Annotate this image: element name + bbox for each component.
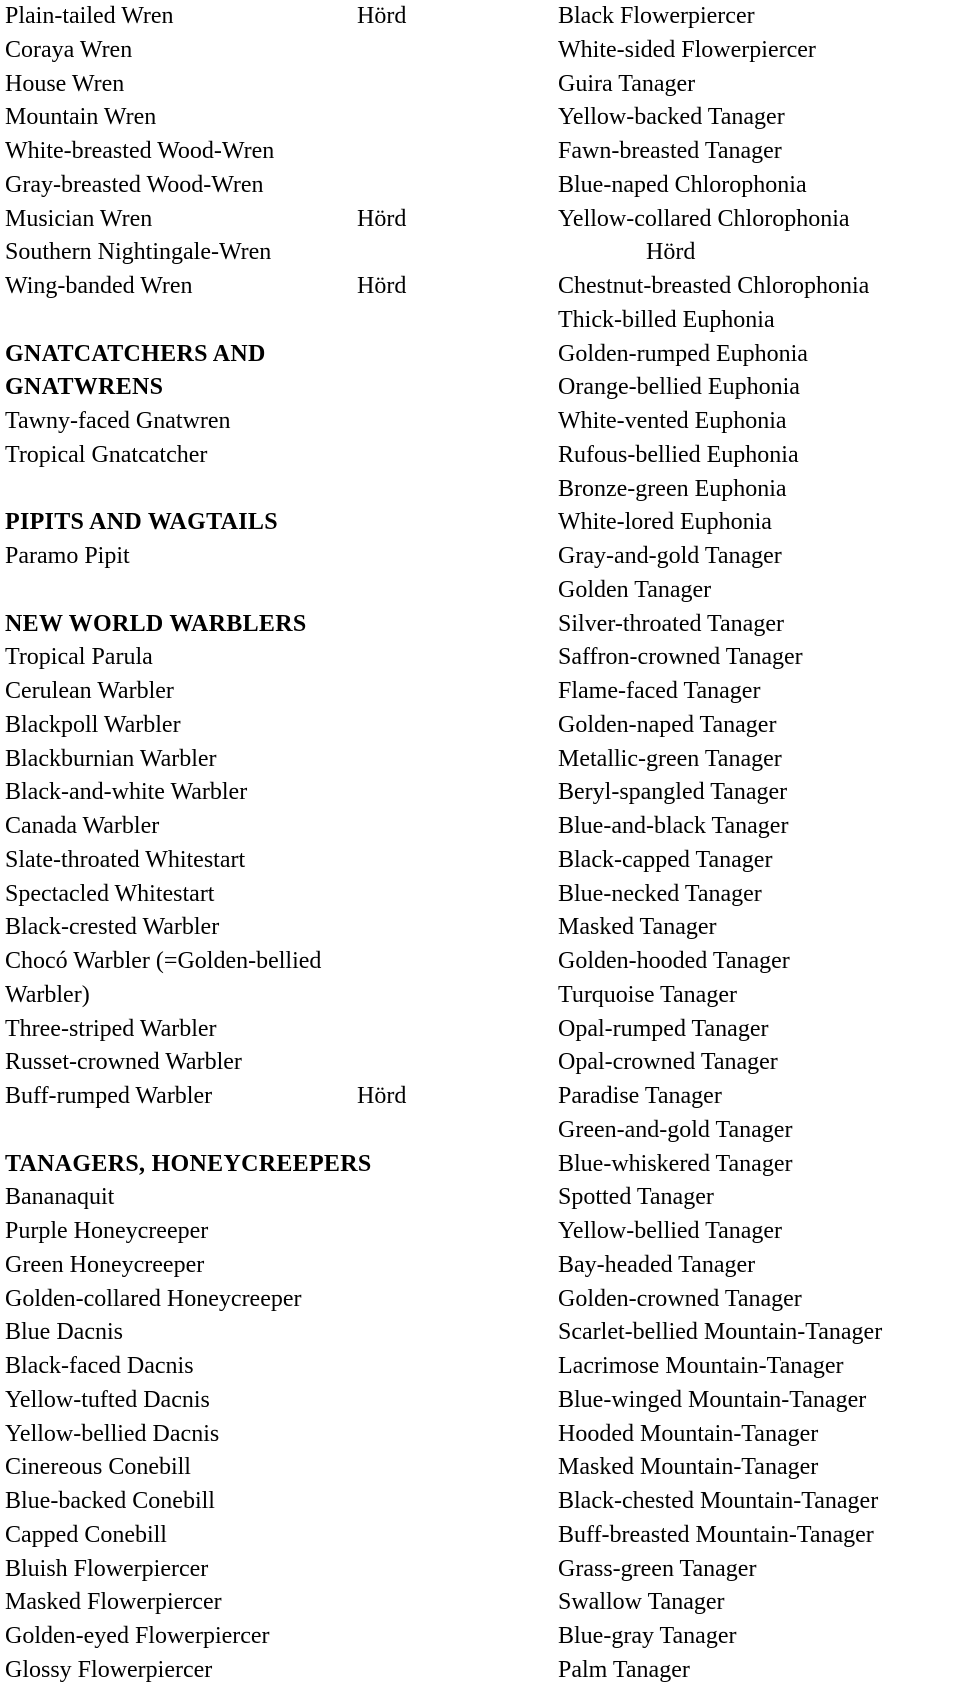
species-item [5,1181,505,1215]
species-name: Black-crested Warbler [5,914,220,941]
species-name: Black-capped Tanager [558,846,773,873]
species-item [558,1519,958,1553]
species-name: Tawny-faced Gnatwren [5,408,231,434]
species-name: Golden-naped Tanager [558,711,777,738]
species-name: Golden-crowned Tanager [558,1285,802,1312]
species-name: Gray-and-gold Tanager [558,543,782,569]
species-item [5,675,505,709]
species-item [558,776,958,810]
blank-line [5,574,505,608]
species-name: Green-and-gold Tanager [558,1116,793,1143]
right-column [558,0,958,1688]
species-name: Blue Dacnis [5,1319,123,1346]
species-name: Thick-billed Euphonia [558,306,775,333]
species-item [558,1350,958,1384]
section-heading: TANAGERS, HONEYCREEPERS [5,1150,372,1177]
species-name: Warbler) [5,981,90,1008]
species-name: Yellow-bellied Tanager [558,1218,783,1244]
species-item [5,68,505,102]
heard-mark: Hörd [357,273,407,299]
species-name: Chestnut-breasted Chlorophonia [558,273,870,299]
species-item [5,1384,505,1418]
species-name: Coraya Wren [5,36,133,63]
species-item [558,844,958,878]
species-name: Spectacled Whitestart [5,880,215,907]
species-name: Saffron-crowned Tanager [558,644,803,671]
species-name: Plain-tailed Wren [5,3,174,29]
species-name: Lacrimose Mountain-Tanager [558,1353,844,1379]
section-heading: PIPITS AND WAGTAILS [5,509,278,536]
species-item [558,1148,958,1182]
species-name: Swallow Tanager [558,1589,725,1616]
species-item [5,1519,505,1553]
species-item [5,203,505,237]
species-name: Black-faced Dacnis [5,1353,194,1379]
species-name: House Wren [5,70,125,97]
species-item [5,1080,505,1114]
species-name: Hooded Mountain-Tanager [558,1420,819,1447]
species-name: Yellow-backed Tanager [558,104,785,131]
species-item [5,979,505,1013]
species-item [558,1283,958,1317]
species-name: Russet-crowned Warbler [5,1049,242,1076]
species-name: Golden Tanager [558,576,712,603]
species-name: Bananaquit [5,1184,115,1211]
species-item [558,608,958,642]
blank-line [5,473,505,507]
species-name: Bluish Flowerpiercer [5,1555,209,1582]
species-item [558,878,958,912]
species-name: Mountain Wren [5,104,157,131]
species-item [558,1114,958,1148]
species-item [558,1451,958,1485]
species-item [558,1586,958,1620]
species-item [5,1485,505,1519]
species-item [558,1215,958,1249]
species-item [558,675,958,709]
species-name: Opal-rumped Tanager [558,1015,769,1042]
species-name: Masked Flowerpiercer [5,1589,222,1616]
species-name: Black-and-white Warbler [5,779,248,806]
species-name: Blue-backed Conebill [5,1488,215,1514]
species-name: Palm Tanager [558,1656,690,1683]
species-name: Fawn-breasted Tanager [558,138,782,164]
species-item [558,371,958,405]
species-item [558,1384,958,1418]
species-name: Blackpoll Warbler [5,711,181,738]
species-item [558,979,958,1013]
species-name: Flame-faced Tanager [558,678,761,704]
species-item [5,1215,505,1249]
species-item [5,1418,505,1452]
species-item [558,709,958,743]
species-name: Blue-necked Tanager [558,880,762,907]
species-name: Tropical Gnatcatcher [5,441,208,468]
species-name: Rufous-bellied Euphonia [558,441,799,468]
species-item [558,810,958,844]
species-item [558,270,958,304]
species-name: Cerulean Warbler [5,678,174,704]
species-item [558,743,958,777]
species-name: Blue-gray Tanager [558,1623,737,1649]
species-name: Grass-green Tanager [558,1555,757,1582]
species-name: Slate-throated Whitestart [5,846,246,873]
species-name: Wing-banded Wren [5,273,193,299]
species-item [5,776,505,810]
species-item [5,270,505,304]
species-item [558,304,958,338]
species-item [558,169,958,203]
species-item [5,236,505,270]
species-name: Green Honeycreeper [5,1251,205,1278]
species-item [5,1451,505,1485]
species-item [5,844,505,878]
species-item [5,34,505,68]
species-item [558,506,958,540]
species-name: Yellow-collared Chlorophonia [558,205,850,232]
species-name: Chocó Warbler (=Golden-bellied [5,948,322,974]
species-item [5,1013,505,1047]
species-item [5,1654,505,1688]
species-item [558,945,958,979]
species-item [558,1181,958,1215]
species-name: Buff-rumped Warbler [5,1083,213,1109]
species-item [5,743,505,777]
heard-mark: Hörd [646,239,696,266]
species-item [5,1283,505,1317]
species-item [558,1654,958,1688]
species-name: Spotted Tanager [558,1184,714,1211]
species-name: White-sided Flowerpiercer [558,36,816,63]
species-name: Golden-rumped Euphonia [558,340,808,367]
species-item [5,0,505,34]
species-name: Bay-headed Tanager [558,1251,756,1278]
species-item [5,135,505,169]
species-item [558,101,958,135]
species-name: Gray-breasted Wood-Wren [5,171,264,198]
species-item [558,574,958,608]
species-name: Canada Warbler [5,813,160,839]
left-column [5,0,505,1688]
species-item [5,810,505,844]
species-item [5,1553,505,1587]
species-name: Cinereous Conebill [5,1454,191,1481]
species-name: Golden-collared Honeycreeper [5,1285,302,1312]
species-name: Opal-crowned Tanager [558,1049,778,1076]
species-name: Paradise Tanager [558,1083,722,1109]
species-item [558,1316,958,1350]
species-name: Glossy Flowerpiercer [5,1656,213,1683]
species-name: Black-chested Mountain-Tanager [558,1488,879,1514]
species-item [5,101,505,135]
species-item [5,405,505,439]
species-name: Capped Conebill [5,1521,167,1548]
species-item [558,338,958,372]
blank-line [5,1114,505,1148]
species-name: Blackburnian Warbler [5,745,217,772]
species-name: Southern Nightingale-Wren [5,239,272,266]
heard-mark: Hörd [357,3,407,29]
species-item [5,878,505,912]
species-name: White-breasted Wood-Wren [5,138,275,164]
species-item [5,911,505,945]
species-item [558,641,958,675]
species-name: Metallic-green Tanager [558,745,782,772]
species-item [5,1350,505,1384]
species-name: Buff-breasted Mountain-Tanager [558,1521,874,1548]
species-item [558,911,958,945]
heard-mark: Hörd [357,1083,407,1109]
species-item [5,540,505,574]
species-item [558,34,958,68]
species-name: Purple Honeycreeper [5,1218,209,1244]
species-name: Bronze-green Euphonia [558,475,787,502]
species-item [558,1553,958,1587]
section-heading: GNATCATCHERS AND [5,340,266,367]
species-name: Orange-bellied Euphonia [558,374,800,401]
species-name: Three-striped Warbler [5,1015,217,1042]
species-item [5,1586,505,1620]
species-item [5,641,505,675]
species-item [5,1046,505,1080]
species-name: Masked Mountain-Tanager [558,1454,819,1481]
species-item [5,169,505,203]
species-item [5,1316,505,1350]
blank-line [5,304,505,338]
species-name: Blue-whiskered Tanager [558,1150,793,1177]
species-item [5,709,505,743]
species-name: Turquoise Tanager [558,981,737,1008]
species-item [558,1046,958,1080]
species-item [558,1249,958,1283]
species-item [558,405,958,439]
species-item [558,135,958,169]
species-name: Guira Tanager [558,70,696,97]
species-item [558,473,958,507]
species-name: Black Flowerpiercer [558,3,755,29]
species-item [5,1620,505,1654]
species-item [558,1418,958,1452]
species-item [558,68,958,102]
species-name: Beryl-spangled Tanager [558,779,788,806]
section-heading: GNATWRENS [5,374,164,401]
species-item [558,540,958,574]
species-name: White-lored Euphonia [558,509,772,536]
species-name: Scarlet-bellied Mountain-Tanager [558,1319,883,1346]
species-item [558,439,958,473]
species-name: Tropical Parula [5,644,153,671]
species-name: Musician Wren [5,205,153,232]
heard-mark: Hörd [357,205,407,232]
species-name: Blue-naped Chlorophonia [558,171,807,198]
species-name: Yellow-bellied Dacnis [5,1420,220,1447]
species-name: Blue-winged Mountain-Tanager [558,1386,867,1413]
species-item [5,945,505,979]
species-name: Golden-eyed Flowerpiercer [5,1623,270,1649]
species-name: Golden-hooded Tanager [558,948,790,974]
section-heading: NEW WORLD WARBLERS [5,610,307,637]
species-item [5,439,505,473]
species-name: Silver-throated Tanager [558,610,784,637]
species-item [5,1249,505,1283]
species-name: Paramo Pipit [5,543,130,569]
species-name: White-vented Euphonia [558,408,787,434]
species-item [558,0,958,34]
species-name: Masked Tanager [558,914,717,941]
species-item [558,1485,958,1519]
species-name: Blue-and-black Tanager [558,813,789,839]
species-name: Yellow-tufted Dacnis [5,1386,210,1413]
species-item [558,203,958,237]
species-item [558,1080,958,1114]
species-item [558,1013,958,1047]
species-item [558,1620,958,1654]
